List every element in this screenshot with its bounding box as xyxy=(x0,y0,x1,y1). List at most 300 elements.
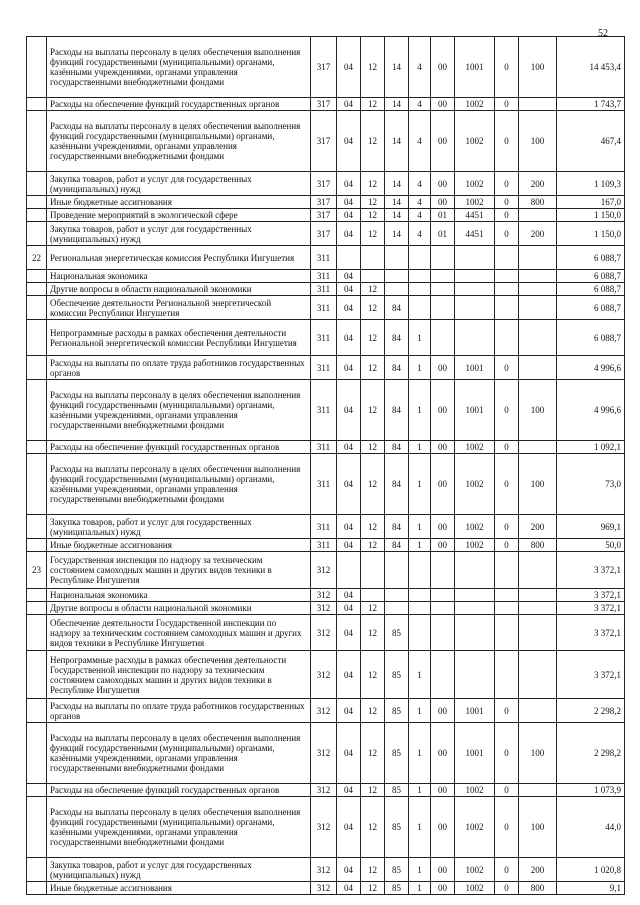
code-extra: 0 xyxy=(495,222,519,246)
code-section: 04 xyxy=(337,98,361,111)
code-expense-type: 200 xyxy=(519,858,557,882)
row-name: Закупка товаров, работ и услуг для государственных (муниципальных) нужд xyxy=(47,515,311,539)
row-name: Расходы на выплаты по оплате труда работников государственных органов xyxy=(47,699,311,723)
code-subprogram: 1 xyxy=(409,784,431,797)
table-row xyxy=(27,356,625,380)
code-subprogram: 4 xyxy=(409,209,431,222)
row-name: Другие вопросы в области национальной экономики xyxy=(47,283,311,296)
row-name: Расходы на выплаты персоналу в целях обеспечения выполнения функций государственными (муниципальными) органами, казёнными учреждениями, органами управления государственными внебюджетными фондами xyxy=(47,723,311,784)
code-direction xyxy=(431,552,455,589)
code-direction xyxy=(431,246,455,270)
row-number xyxy=(27,296,47,320)
code-extra xyxy=(495,589,519,602)
code-expense-type xyxy=(519,615,557,651)
code-program: 85 xyxy=(385,651,409,699)
code-subprogram: 1 xyxy=(409,882,431,895)
code-ministry: 312 xyxy=(311,651,337,699)
row-name: Непрограммные расходы в рамках обеспечения деятельности Региональной энергетической комиссии Республики Ингушетия xyxy=(47,320,311,356)
row-number xyxy=(27,784,47,797)
row-amount: 9,1 xyxy=(557,882,625,895)
table-row xyxy=(27,296,625,320)
row-name: Другие вопросы в области национальной экономики xyxy=(47,602,311,615)
code-subsection: 12 xyxy=(361,882,385,895)
code-expense-type: 200 xyxy=(519,172,557,196)
code-expense-type xyxy=(519,552,557,589)
code-expense-type xyxy=(519,320,557,356)
code-expense xyxy=(455,552,495,589)
row-number xyxy=(27,882,47,895)
code-section: 04 xyxy=(337,172,361,196)
code-subsection: 12 xyxy=(361,209,385,222)
code-program: 85 xyxy=(385,615,409,651)
row-name: Государственная инспекция по надзору за техническим состоянием самоходных машин и других видов техники в Республике Ингушетия xyxy=(47,552,311,589)
code-extra: 0 xyxy=(495,37,519,98)
code-program xyxy=(385,602,409,615)
code-program: 85 xyxy=(385,723,409,784)
code-extra xyxy=(495,283,519,296)
row-name: Закупка товаров, работ и услуг для государственных (муниципальных) нужд xyxy=(47,858,311,882)
row-name: Проведение мероприятий в экологической сфере xyxy=(47,209,311,222)
code-ministry: 311 xyxy=(311,283,337,296)
row-name: Обеспечение деятельности Региональной энергетической комиссии Республики Ингушетия xyxy=(47,296,311,320)
row-amount: 3 372,1 xyxy=(557,552,625,589)
code-subprogram: 1 xyxy=(409,454,431,515)
row-name: Расходы на выплаты по оплате труда работников государственных органов xyxy=(47,356,311,380)
row-name: Иные бюджетные ассигнования xyxy=(47,539,311,552)
code-program: 85 xyxy=(385,858,409,882)
table-row xyxy=(27,196,625,209)
code-subprogram: 1 xyxy=(409,320,431,356)
code-subsection: 12 xyxy=(361,380,385,441)
code-direction: 01 xyxy=(431,209,455,222)
code-subsection: 12 xyxy=(361,784,385,797)
code-section: 04 xyxy=(337,320,361,356)
code-program: 14 xyxy=(385,111,409,172)
row-amount: 1 073,9 xyxy=(557,784,625,797)
code-section: 04 xyxy=(337,222,361,246)
code-subprogram: 1 xyxy=(409,356,431,380)
code-expense-type: 100 xyxy=(519,111,557,172)
row-amount: 1 092,1 xyxy=(557,441,625,454)
code-expense-type xyxy=(519,296,557,320)
code-ministry: 311 xyxy=(311,441,337,454)
code-extra: 0 xyxy=(495,172,519,196)
code-direction: 00 xyxy=(431,515,455,539)
code-ministry: 317 xyxy=(311,222,337,246)
code-expense: 1002 xyxy=(455,539,495,552)
code-expense: 1002 xyxy=(455,111,495,172)
code-expense-type: 100 xyxy=(519,797,557,858)
code-ministry: 317 xyxy=(311,209,337,222)
row-number xyxy=(27,222,47,246)
code-expense: 1002 xyxy=(455,441,495,454)
row-amount: 467,4 xyxy=(557,111,625,172)
row-name: Региональная энергетическая комиссия Республики Ингушетия xyxy=(47,246,311,270)
code-subprogram: 4 xyxy=(409,196,431,209)
code-section: 04 xyxy=(337,209,361,222)
code-expense xyxy=(455,651,495,699)
code-subprogram xyxy=(409,283,431,296)
table-row xyxy=(27,615,625,651)
row-name: Расходы на выплаты персоналу в целях обеспечения выполнения функций государственными (муниципальными) органами, казёнными учреждениями, органами управления государственными внебюджетными фондами xyxy=(47,37,311,98)
code-extra: 0 xyxy=(495,539,519,552)
table-row xyxy=(27,539,625,552)
code-subprogram: 4 xyxy=(409,172,431,196)
code-subprogram: 1 xyxy=(409,441,431,454)
code-section: 04 xyxy=(337,356,361,380)
code-expense: 1002 xyxy=(455,858,495,882)
code-ministry: 312 xyxy=(311,699,337,723)
code-section: 04 xyxy=(337,441,361,454)
row-number xyxy=(27,615,47,651)
table-row xyxy=(27,98,625,111)
row-name: Обеспечение деятельности Государственной инспекции по надзору за техническим состоянием самоходных машин и других видов техники в Республике Ингушетия xyxy=(47,615,311,651)
code-direction: 00 xyxy=(431,882,455,895)
code-expense: 1002 xyxy=(455,172,495,196)
row-amount: 969,1 xyxy=(557,515,625,539)
code-subprogram xyxy=(409,270,431,283)
row-name: Расходы на обеспечение функций государственных органов xyxy=(47,441,311,454)
code-ministry: 317 xyxy=(311,196,337,209)
row-amount: 6 088,7 xyxy=(557,320,625,356)
row-amount: 6 088,7 xyxy=(557,246,625,270)
code-subprogram: 4 xyxy=(409,37,431,98)
code-subsection: 12 xyxy=(361,111,385,172)
code-section: 04 xyxy=(337,723,361,784)
code-direction xyxy=(431,283,455,296)
code-subprogram: 1 xyxy=(409,723,431,784)
code-extra xyxy=(495,602,519,615)
table-row xyxy=(27,454,625,515)
code-subsection: 12 xyxy=(361,454,385,515)
code-ministry: 317 xyxy=(311,111,337,172)
code-subprogram xyxy=(409,602,431,615)
row-amount: 2 298,2 xyxy=(557,699,625,723)
code-direction xyxy=(431,602,455,615)
code-expense-type: 100 xyxy=(519,37,557,98)
code-extra: 0 xyxy=(495,784,519,797)
row-amount: 1 150,0 xyxy=(557,222,625,246)
code-program xyxy=(385,270,409,283)
code-expense: 1001 xyxy=(455,380,495,441)
row-number xyxy=(27,172,47,196)
code-expense-type xyxy=(519,98,557,111)
code-extra: 0 xyxy=(495,98,519,111)
code-expense: 1001 xyxy=(455,37,495,98)
code-ministry: 311 xyxy=(311,454,337,515)
row-amount: 3 372,1 xyxy=(557,651,625,699)
code-subprogram: 1 xyxy=(409,380,431,441)
code-ministry: 312 xyxy=(311,882,337,895)
code-ministry: 312 xyxy=(311,784,337,797)
code-subsection: 12 xyxy=(361,196,385,209)
table-row xyxy=(27,283,625,296)
code-extra: 0 xyxy=(495,380,519,441)
code-expense xyxy=(455,296,495,320)
code-expense: 1002 xyxy=(455,454,495,515)
code-extra xyxy=(495,246,519,270)
code-expense-type xyxy=(519,356,557,380)
code-ministry: 311 xyxy=(311,320,337,356)
table-row xyxy=(27,784,625,797)
code-extra xyxy=(495,651,519,699)
code-program: 84 xyxy=(385,380,409,441)
code-ministry: 312 xyxy=(311,797,337,858)
code-program: 84 xyxy=(385,441,409,454)
code-expense-type xyxy=(519,246,557,270)
row-number xyxy=(27,454,47,515)
code-ministry: 311 xyxy=(311,296,337,320)
table-row xyxy=(27,602,625,615)
code-direction: 00 xyxy=(431,797,455,858)
code-subprogram xyxy=(409,246,431,270)
code-section: 04 xyxy=(337,651,361,699)
row-number xyxy=(27,539,47,552)
code-program: 14 xyxy=(385,209,409,222)
code-extra: 0 xyxy=(495,699,519,723)
code-expense xyxy=(455,602,495,615)
code-subprogram xyxy=(409,296,431,320)
row-number xyxy=(27,602,47,615)
code-subsection: 12 xyxy=(361,797,385,858)
code-program: 84 xyxy=(385,539,409,552)
code-program: 84 xyxy=(385,515,409,539)
code-section: 04 xyxy=(337,380,361,441)
table-row xyxy=(27,222,625,246)
code-subsection: 12 xyxy=(361,98,385,111)
code-section: 04 xyxy=(337,454,361,515)
code-program xyxy=(385,589,409,602)
code-direction: 00 xyxy=(431,858,455,882)
code-program xyxy=(385,552,409,589)
row-amount: 1 109,3 xyxy=(557,172,625,196)
row-number xyxy=(27,98,47,111)
table-row xyxy=(27,589,625,602)
code-extra xyxy=(495,615,519,651)
table-row xyxy=(27,172,625,196)
code-section: 04 xyxy=(337,615,361,651)
row-amount: 6 088,7 xyxy=(557,270,625,283)
table-row xyxy=(27,270,625,283)
code-expense: 1001 xyxy=(455,699,495,723)
row-amount: 44,0 xyxy=(557,797,625,858)
code-expense-type: 100 xyxy=(519,454,557,515)
row-amount: 1 743,7 xyxy=(557,98,625,111)
row-number xyxy=(27,209,47,222)
code-direction xyxy=(431,615,455,651)
code-subprogram: 1 xyxy=(409,651,431,699)
code-direction: 00 xyxy=(431,723,455,784)
code-subsection: 12 xyxy=(361,441,385,454)
code-subsection xyxy=(361,246,385,270)
row-name: Закупка товаров, работ и услуг для государственных (муниципальных) нужд xyxy=(47,172,311,196)
budget-table xyxy=(26,36,625,895)
row-amount: 6 088,7 xyxy=(557,296,625,320)
row-amount: 1 020,8 xyxy=(557,858,625,882)
row-amount: 4 996,6 xyxy=(557,380,625,441)
table-row xyxy=(27,797,625,858)
row-amount: 3 372,1 xyxy=(557,615,625,651)
code-ministry: 311 xyxy=(311,246,337,270)
code-subprogram: 1 xyxy=(409,539,431,552)
table-row xyxy=(27,441,625,454)
code-direction: 00 xyxy=(431,441,455,454)
code-extra: 0 xyxy=(495,196,519,209)
code-expense xyxy=(455,246,495,270)
code-section: 04 xyxy=(337,797,361,858)
code-expense-type: 200 xyxy=(519,515,557,539)
code-direction: 00 xyxy=(431,111,455,172)
code-program xyxy=(385,246,409,270)
row-amount: 3 372,1 xyxy=(557,589,625,602)
code-expense: 1002 xyxy=(455,784,495,797)
row-number: 22 xyxy=(27,246,47,270)
row-number xyxy=(27,320,47,356)
code-expense-type xyxy=(519,651,557,699)
code-extra: 0 xyxy=(495,882,519,895)
code-expense xyxy=(455,320,495,356)
code-subsection xyxy=(361,552,385,589)
code-direction: 00 xyxy=(431,37,455,98)
row-amount: 6 088,7 xyxy=(557,283,625,296)
code-direction xyxy=(431,651,455,699)
code-ministry: 311 xyxy=(311,356,337,380)
code-section: 04 xyxy=(337,858,361,882)
code-direction: 00 xyxy=(431,539,455,552)
code-program: 84 xyxy=(385,320,409,356)
code-subsection: 12 xyxy=(361,723,385,784)
row-amount: 1 150,0 xyxy=(557,209,625,222)
code-section xyxy=(337,552,361,589)
code-expense: 4451 xyxy=(455,222,495,246)
code-program: 85 xyxy=(385,882,409,895)
row-name: Иные бюджетные ассигнования xyxy=(47,882,311,895)
code-subprogram xyxy=(409,615,431,651)
code-ministry: 312 xyxy=(311,589,337,602)
code-subprogram: 4 xyxy=(409,98,431,111)
code-expense-type: 800 xyxy=(519,196,557,209)
code-program: 85 xyxy=(385,797,409,858)
code-subprogram: 1 xyxy=(409,797,431,858)
code-expense-type xyxy=(519,283,557,296)
row-number xyxy=(27,699,47,723)
code-program: 14 xyxy=(385,37,409,98)
row-name: Расходы на обеспечение функций государственных органов xyxy=(47,784,311,797)
row-number xyxy=(27,380,47,441)
code-program: 84 xyxy=(385,454,409,515)
code-expense: 1002 xyxy=(455,797,495,858)
row-number xyxy=(27,651,47,699)
code-subprogram: 4 xyxy=(409,111,431,172)
code-direction: 00 xyxy=(431,98,455,111)
row-name: Непрограммные расходы в рамках обеспечения деятельности Государственной инспекции по надзору за техническим состоянием самоходных машин и других видов техники в Республике Ингушетия xyxy=(47,651,311,699)
row-name: Расходы на обеспечение функций государственных органов xyxy=(47,98,311,111)
code-subsection: 12 xyxy=(361,37,385,98)
table-row xyxy=(27,320,625,356)
code-ministry: 317 xyxy=(311,98,337,111)
code-direction xyxy=(431,270,455,283)
code-direction: 00 xyxy=(431,784,455,797)
code-subsection: 12 xyxy=(361,602,385,615)
row-number xyxy=(27,858,47,882)
code-ministry: 311 xyxy=(311,515,337,539)
code-subsection: 12 xyxy=(361,699,385,723)
row-number xyxy=(27,797,47,858)
row-number xyxy=(27,441,47,454)
table-row xyxy=(27,723,625,784)
code-direction: 00 xyxy=(431,196,455,209)
table-row xyxy=(27,246,625,270)
code-expense: 1002 xyxy=(455,515,495,539)
row-amount: 2 298,2 xyxy=(557,723,625,784)
row-amount: 14 453,4 xyxy=(557,37,625,98)
table-row xyxy=(27,37,625,98)
code-extra: 0 xyxy=(495,209,519,222)
code-expense-type xyxy=(519,784,557,797)
code-section: 04 xyxy=(337,283,361,296)
code-program: 14 xyxy=(385,196,409,209)
code-section: 04 xyxy=(337,111,361,172)
code-ministry: 312 xyxy=(311,858,337,882)
row-number xyxy=(27,37,47,98)
code-subsection: 12 xyxy=(361,222,385,246)
code-expense xyxy=(455,283,495,296)
code-extra: 0 xyxy=(495,797,519,858)
code-section: 04 xyxy=(337,784,361,797)
code-extra: 0 xyxy=(495,441,519,454)
code-extra xyxy=(495,270,519,283)
table-row xyxy=(27,882,625,895)
row-number xyxy=(27,589,47,602)
table-row xyxy=(27,515,625,539)
table-row xyxy=(27,858,625,882)
code-ministry: 317 xyxy=(311,172,337,196)
code-direction: 00 xyxy=(431,172,455,196)
code-expense-type: 800 xyxy=(519,882,557,895)
code-extra: 0 xyxy=(495,723,519,784)
code-section: 04 xyxy=(337,37,361,98)
code-subprogram: 4 xyxy=(409,222,431,246)
code-program: 85 xyxy=(385,699,409,723)
row-name: Закупка товаров, работ и услуг для государственных (муниципальных) нужд xyxy=(47,222,311,246)
code-expense: 1002 xyxy=(455,196,495,209)
code-section xyxy=(337,246,361,270)
table-row xyxy=(27,209,625,222)
code-program: 84 xyxy=(385,296,409,320)
code-direction: 00 xyxy=(431,454,455,515)
code-subsection: 12 xyxy=(361,515,385,539)
row-name: Национальная экономика xyxy=(47,589,311,602)
code-extra xyxy=(495,320,519,356)
row-name: Расходы на выплаты персоналу в целях обеспечения выполнения функций государственными (муниципальными) органами, казёнными учреждениями, органами управления государственными внебюджетными фондами xyxy=(47,380,311,441)
code-expense-type xyxy=(519,589,557,602)
code-program xyxy=(385,283,409,296)
code-direction xyxy=(431,589,455,602)
row-name: Национальная экономика xyxy=(47,270,311,283)
page-number: 52 xyxy=(598,28,608,39)
code-direction xyxy=(431,296,455,320)
code-expense-type: 200 xyxy=(519,222,557,246)
code-section: 04 xyxy=(337,602,361,615)
code-program: 85 xyxy=(385,784,409,797)
row-name: Расходы на выплаты персоналу в целях обеспечения выполнения функций государственными (муниципальными) органами, казёнными учреждениями, органами управления государственными внебюджетными фондами xyxy=(47,454,311,515)
code-program: 84 xyxy=(385,356,409,380)
row-number: 23 xyxy=(27,552,47,589)
code-expense-type xyxy=(519,699,557,723)
code-expense xyxy=(455,615,495,651)
code-ministry: 312 xyxy=(311,552,337,589)
code-expense: 1001 xyxy=(455,356,495,380)
